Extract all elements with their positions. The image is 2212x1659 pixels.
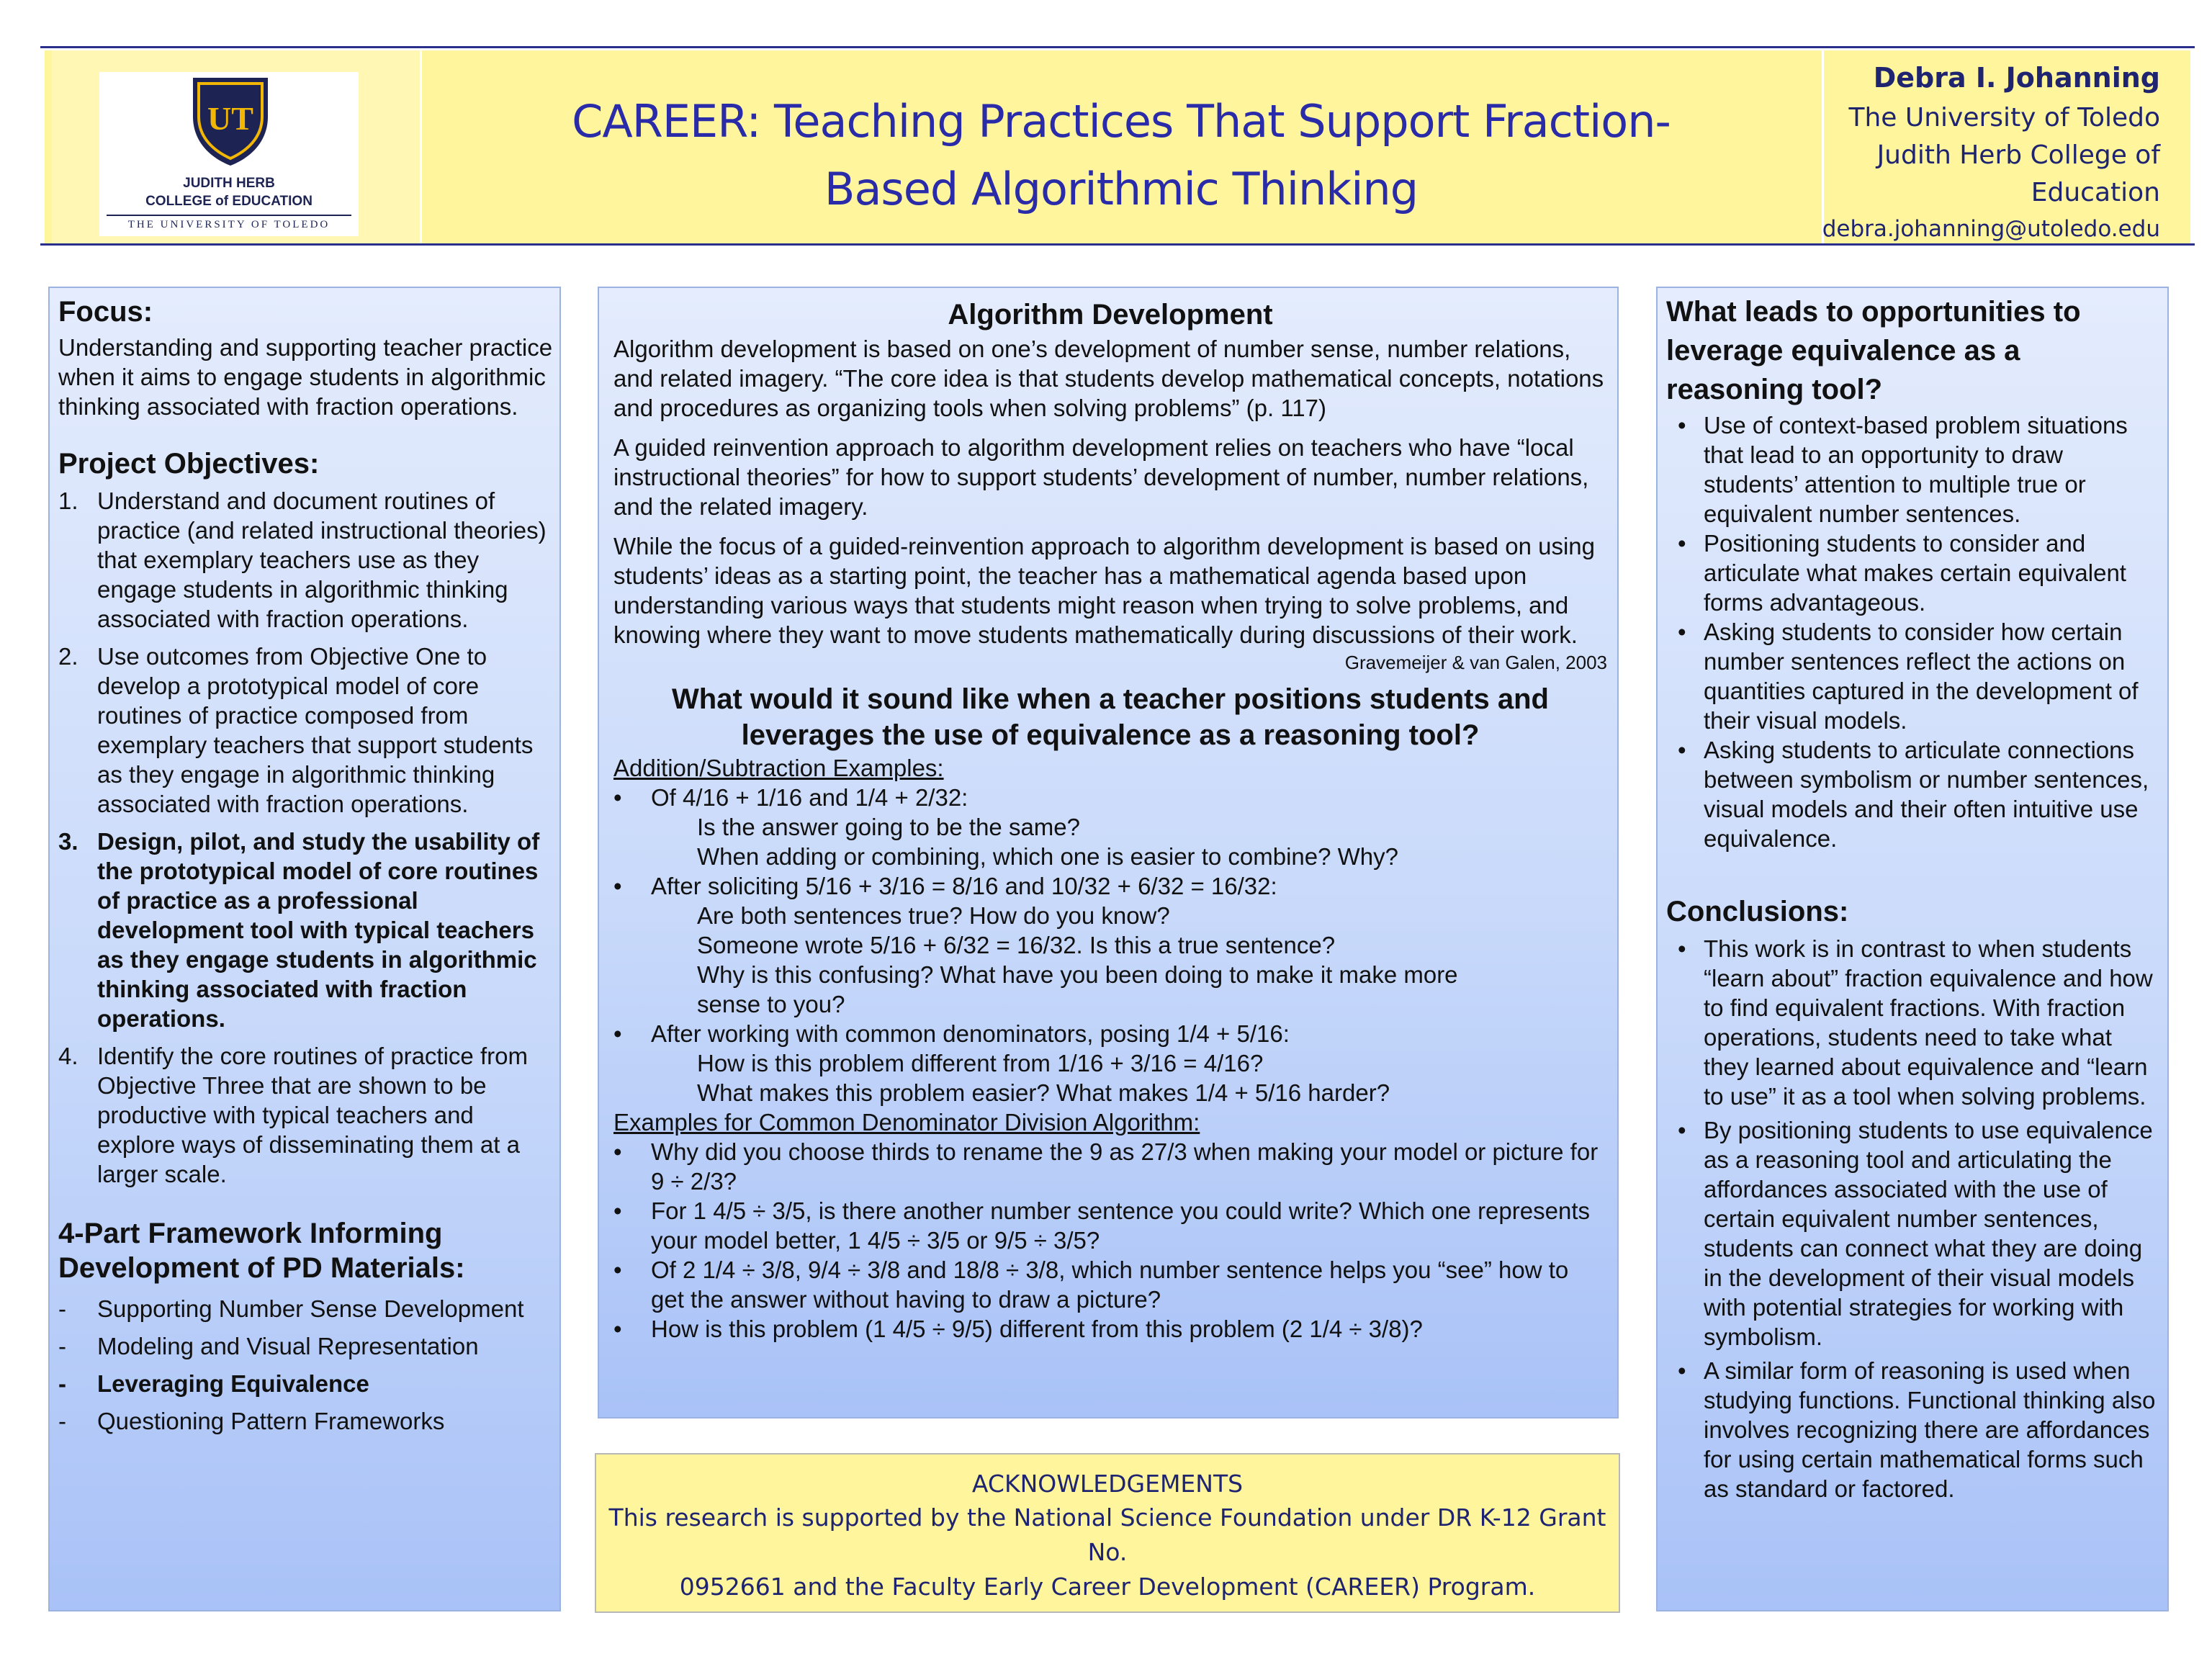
algorithm-paragraph: A guided reinvention approach to algorithm development relies on teachers who have “local instructional theories” for how to support students’ development of number, number relations, and the related imagery.: [613, 434, 1589, 520]
opportunities-item: • Use of context-based problem situations that lead to an opportunity to draw students’ attention to multiple true or equivalent number sentences.: [1678, 412, 2128, 527]
framework-heading: 4-Part Framework Informing Development of PD Materials:: [58, 1218, 465, 1284]
division-list: [613, 1137, 1607, 1344]
algorithm-paragraph: Algorithm development is based on one’s development of number sense, number relations, and related imagery. “The core idea is that students develop mathematical concepts, notations and procedures as organizing tools when solving problems” (p. 117): [613, 336, 1604, 421]
conclusions-heading: Conclusions:: [1666, 896, 1849, 927]
opportunities-list: [1666, 410, 2163, 853]
addsub-subquestion: What makes this problem easier? What makes 1/4 + 5/16 harder?: [697, 1079, 1390, 1106]
conclusion-item: • By positioning students to use equivalence as a reasoning tool and articulating the affordances associated with the use of certain equivalent number sentences, students can connect what they are doing in the development of their visual models with potential strategies for working with symbolism.: [1678, 1117, 2153, 1350]
author-email: debra.johanning@utoledo.edu: [1822, 216, 2160, 242]
focus-text: Understanding and supporting teacher practice when it aims to engage students in algorithmic thinking associated with fraction operations.: [58, 334, 553, 420]
poster-title-line2: Based Algorithmic Thinking: [824, 163, 1419, 215]
addsub-heading: Addition/Subtraction Examples:: [613, 755, 944, 781]
opportunities-item: • Asking students to articulate connections between symbolism or number sentences, visual models and their often intuitive use equivalence.: [1678, 737, 2149, 852]
objective-item: 2. Use outcomes from Objective One to develop a prototypical model of core routines of practice composed from exemplary teachers that support students as they engage in algorithmic thinking associated with fraction operations.: [58, 643, 534, 817]
algorithm-paragraph: While the focus of a guided-reinvention approach to algorithm development is based on using students’ ideas as a starting point, the teacher has a mathematical agenda based upon understanding various ways that students might reason when trying to solve problems, and knowing where they want to move students mathematically during discussions of their work.: [613, 533, 1596, 648]
logo-college-line2: COLLEGE of EDUCATION: [145, 194, 313, 209]
left-panel: [48, 287, 561, 1611]
right-panel: [1656, 287, 2169, 1611]
acknowledgements-text: This research is supported by the National Science Foundation under DR K-12 Grant No. 0952661 and the Faculty Early Career Development (CAREER) Program.: [608, 1503, 1606, 1601]
conclusion-item: • This work is in contrast to when students “learn about” fraction equivalence and how to find equivalent fractions. With fraction operations, students need to take what they learned about equivalence and “learn to use” it as a tool when solving problems.: [1678, 935, 2153, 1110]
addsub-subquestion: When adding or combining, which one is easier to combine? Why?: [697, 843, 1399, 870]
framework-item: - Questioning Pattern Frameworks: [58, 1408, 445, 1434]
objective-item: 3. Design, pilot, and study the usability of the prototypical model of core routines of practice as a professional development tool with typical teachers as they engage students in algorithmic thinking associated with fraction operations.: [58, 828, 540, 1032]
focus-heading: Focus:: [58, 296, 153, 328]
header-top-rule: [40, 46, 2195, 48]
logo-divider: [107, 215, 351, 216]
university-logo: [99, 72, 359, 236]
affiliation-line: Judith Herb College of: [1876, 140, 2160, 170]
addsub-item: • After working with common denominators, posing 1/4 + 5/16:: [613, 1020, 1290, 1047]
addsub-subquestion: Someone wrote 5/16 + 6/32 = 16/32. Is this a true sentence?: [697, 932, 1336, 958]
affiliation-line: The University of Toledo: [1848, 103, 2160, 132]
opportunities-heading: What leads to opportunities to leverage equivalence as a reasoning tool?: [1666, 296, 2081, 405]
addsub-list: [613, 783, 1607, 1107]
addsub-subquestion: sense to you?: [697, 991, 845, 1017]
header-bottom-rule: [40, 243, 2195, 246]
framework-item: - Modeling and Visual Representation: [58, 1333, 479, 1359]
opportunities-item: • Positioning students to consider and articulate what makes certain equivalent forms advantageous.: [1678, 530, 2126, 616]
division-item: • How is this problem (1 4/5 ÷ 9/5) different from this problem (2 1/4 ÷ 3/8)?: [613, 1316, 1423, 1342]
center-panel: [598, 287, 1619, 1419]
objectives-list: [58, 486, 555, 1189]
division-item: • Of 2 1/4 ÷ 3/8, 9/4 ÷ 3/8 and 18/8 ÷ 3/8, which number sentence helps you “see” how to get the answer without having to draw a picture?: [613, 1256, 1569, 1313]
logo-monogram: UT: [207, 100, 253, 137]
author-panel: [1822, 50, 2189, 243]
algorithm-heading: Algorithm Development: [948, 299, 1273, 331]
addsub-item: • After soliciting 5/16 + 3/16 = 8/16 and 10/32 + 6/32 = 16/32:: [613, 873, 1277, 899]
acknowledgements-box: [595, 1453, 1620, 1613]
title-panel: [425, 50, 1817, 243]
affiliation-line: Education: [2031, 178, 2160, 207]
logo-college-name: [99, 174, 359, 210]
objective-item: 4. Identify the core routines of practice from Objective Three that are shown to be productive with typical teachers and explore ways of disseminating them at a larger scale.: [58, 1043, 528, 1187]
shield-icon: [189, 75, 272, 168]
conclusions-list: [1666, 934, 2163, 1503]
author-name: Debra I. Johanning: [1873, 62, 2160, 94]
addsub-subquestion: Why is this confusing? What have you been doing to make it make more: [697, 961, 1458, 988]
addsub-item: • Of 4/16 + 1/16 and 1/4 + 2/32:: [613, 784, 968, 811]
division-item: • Why did you choose thirds to rename the 9 as 27/3 when making your model or picture for 9 ÷ 2/3?: [613, 1138, 1599, 1195]
opportunities-item: • Asking students to consider how certain number sentences reflect the actions on quantities captured in the development of their visual models.: [1678, 619, 2139, 734]
division-item: • For 1 4/5 ÷ 3/5, is there another number sentence you could write? Which one represents your model better, 1 4/5 ÷ 3/5 or 9/5 ÷ 3/5?: [613, 1197, 1590, 1254]
poster-title: [425, 88, 1817, 223]
question-heading: What would it sound like when a teacher positions students and leverages the use of equivalence as a reasoning tool?: [672, 683, 1549, 751]
framework-list: [58, 1294, 555, 1436]
citation: Gravemeijer & van Galen, 2003: [1344, 652, 1607, 673]
framework-item: - Leveraging Equivalence: [58, 1370, 369, 1397]
addsub-subquestion: Is the answer going to be the same?: [697, 814, 1080, 840]
framework-item: - Supporting Number Sense Development: [58, 1295, 524, 1322]
poster-title-line1: CAREER: Teaching Practices That Support Fraction-: [572, 95, 1671, 148]
conclusion-item: • A similar form of reasoning is used when studying functions. Functional thinking also involves recognizing there are affordances for using certain mathematical forms such as standard or factored.: [1678, 1357, 2156, 1502]
author-block: [1822, 56, 2160, 246]
objective-item: 1. Understand and document routines of practice (and related instructional theories) that exemplary teachers use as they engage students in algorithmic thinking associated with fraction operations.: [58, 487, 547, 632]
division-heading: Examples for Common Denominator Division Algorithm:: [613, 1109, 1200, 1136]
addsub-subquestion: How is this problem different from 1/16 + 3/16 = 4/16?: [697, 1050, 1264, 1076]
addsub-subquestion: Are both sentences true? How do you know?: [697, 902, 1170, 929]
logo-university-name: THE UNIVERSITY OF TOLEDO: [127, 219, 331, 230]
logo-college-line1: JUDITH HERB: [183, 176, 275, 191]
objectives-heading: Project Objectives:: [58, 448, 320, 480]
acknowledgements-heading: ACKNOWLEDGEMENTS: [971, 1470, 1244, 1498]
